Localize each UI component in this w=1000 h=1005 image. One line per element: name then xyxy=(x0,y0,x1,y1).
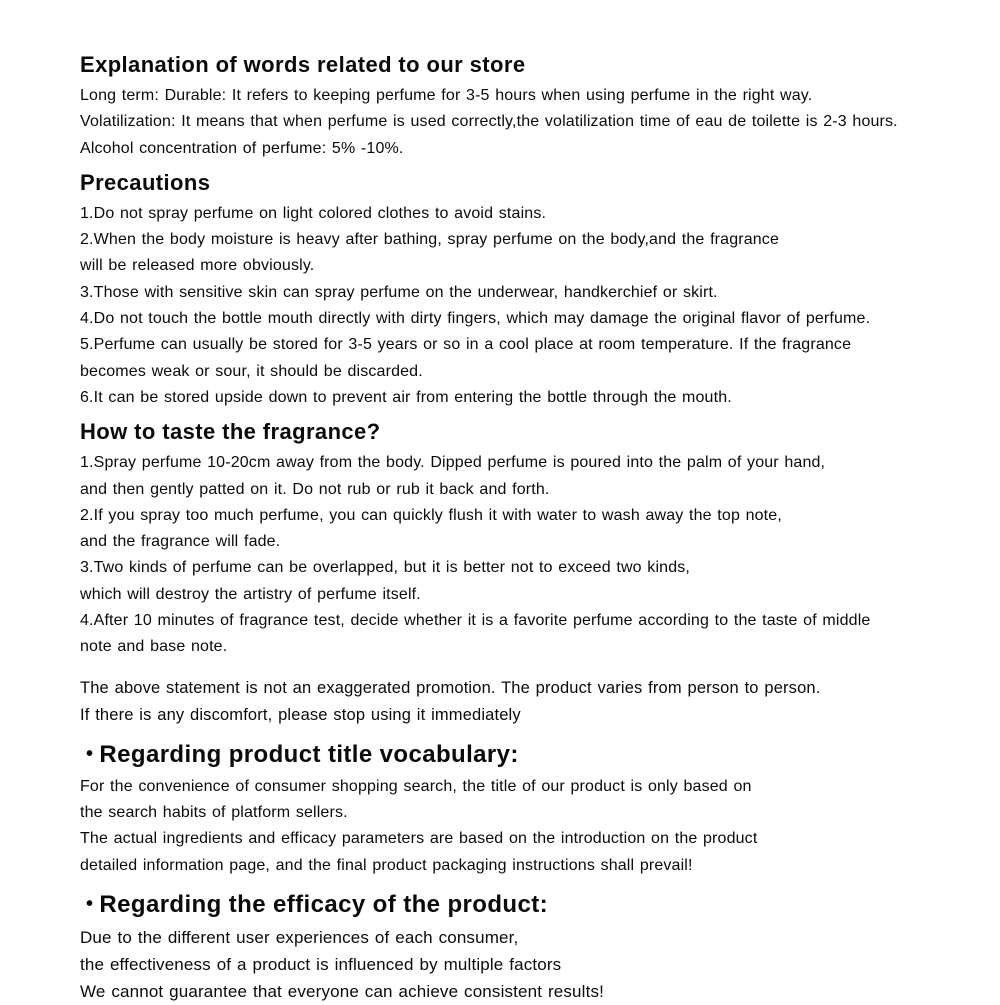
text-line: We cannot guarantee that everyone can achieve consistent results! xyxy=(80,981,604,1001)
text-line: The actual ingredients and efficacy parameters are based on the introduction on the product xyxy=(80,830,758,848)
section-heading-text: Precautions xyxy=(80,169,211,195)
section-heading-text: Regarding the efficacy of the product: xyxy=(99,890,548,918)
section-word-explanation xyxy=(80,50,942,162)
text-line: 1.Spray perfume 10-20cm away from the body. Dipped perfume is poured into the palm of your hand, xyxy=(80,454,826,472)
section-disclaimer-note xyxy=(80,675,942,729)
section-heading-text: Regarding product title vocabulary: xyxy=(99,740,519,768)
text-line: 3.Those with sensitive skin can spray perfume on the underwear, handkerchief or skirt. xyxy=(80,283,718,301)
document-body xyxy=(80,50,942,1005)
section-precautions xyxy=(80,168,942,411)
text-line: Alcohol concentration of perfume: 5% -10%. xyxy=(80,139,404,157)
text-line: and then gently patted on it. Do not rub or rub it back and forth. xyxy=(80,480,550,498)
text-line: 1.Do not spray perfume on light colored clothes to avoid stains. xyxy=(80,204,547,222)
section-heading xyxy=(80,417,942,447)
text-line: and the fragrance will fade. xyxy=(80,533,281,551)
text-line: the search habits of platform sellers. xyxy=(80,803,348,821)
section-heading xyxy=(80,168,942,198)
text-line: If there is any discomfort, please stop using it immediately xyxy=(80,705,521,724)
text-line: 2.If you spray too much perfume, you can quickly flush it with water to wash away the top note, xyxy=(80,506,782,524)
text-line: 6.It can be stored upside down to prevent air from entering the bottle through the mouth. xyxy=(80,388,732,406)
section-heading xyxy=(80,889,942,920)
text-line: 5.Perfume can usually be stored for 3-5 years or so in a cool place at room temperature. If the fragrance xyxy=(80,336,852,354)
text-line: will be released more obviously. xyxy=(80,257,315,275)
text-line: Long term: Durable: It refers to keeping perfume for 3-5 hours when using perfume in the right way. xyxy=(80,87,813,104)
bullet-icon: • xyxy=(86,742,94,765)
text-line: Volatilization: It means that when perfume is used correctly,the volatilization time of eau de toilette is 2-3 hours. xyxy=(80,113,898,131)
text-line: 4.After 10 minutes of fragrance test, decide whether it is a favorite perfume according to the taste of middle xyxy=(80,612,871,630)
section-heading xyxy=(80,739,942,770)
text-line: note and base note. xyxy=(80,638,228,656)
text-line: The above statement is not an exaggerated promotion. The product varies from person to person. xyxy=(80,678,821,697)
text-line: the effectiveness of a product is influenced by multiple factors xyxy=(80,954,562,974)
text-line: For the convenience of consumer shopping search, the title of our product is only based on xyxy=(80,777,752,795)
text-line: detailed information page, and the final product packaging instructions shall prevail! xyxy=(80,856,693,874)
text-line: becomes weak or sour, it should be discarded. xyxy=(80,362,423,380)
section-title-vocabulary xyxy=(80,739,942,879)
section-product-efficacy xyxy=(80,889,942,1005)
section-heading xyxy=(80,50,942,80)
text-line: Due to the different user experiences of each consumer, xyxy=(80,927,519,947)
text-line: 4.Do not touch the bottle mouth directly with dirty fingers, which may damage the original flavor of perfume. xyxy=(80,310,871,328)
text-line: 3.Two kinds of perfume can be overlapped, but it is better not to exceed two kinds, xyxy=(80,559,691,577)
section-heading-text: Explanation of words related to our store xyxy=(80,52,526,77)
text-line: 2.When the body moisture is heavy after bathing, spray perfume on the body,and the fragrance xyxy=(80,231,780,249)
section-heading-text: How to taste the fragrance? xyxy=(80,419,381,445)
text-line: which will destroy the artistry of perfume itself. xyxy=(80,585,421,603)
section-how-to-taste xyxy=(80,417,942,660)
bullet-icon: • xyxy=(86,892,94,915)
